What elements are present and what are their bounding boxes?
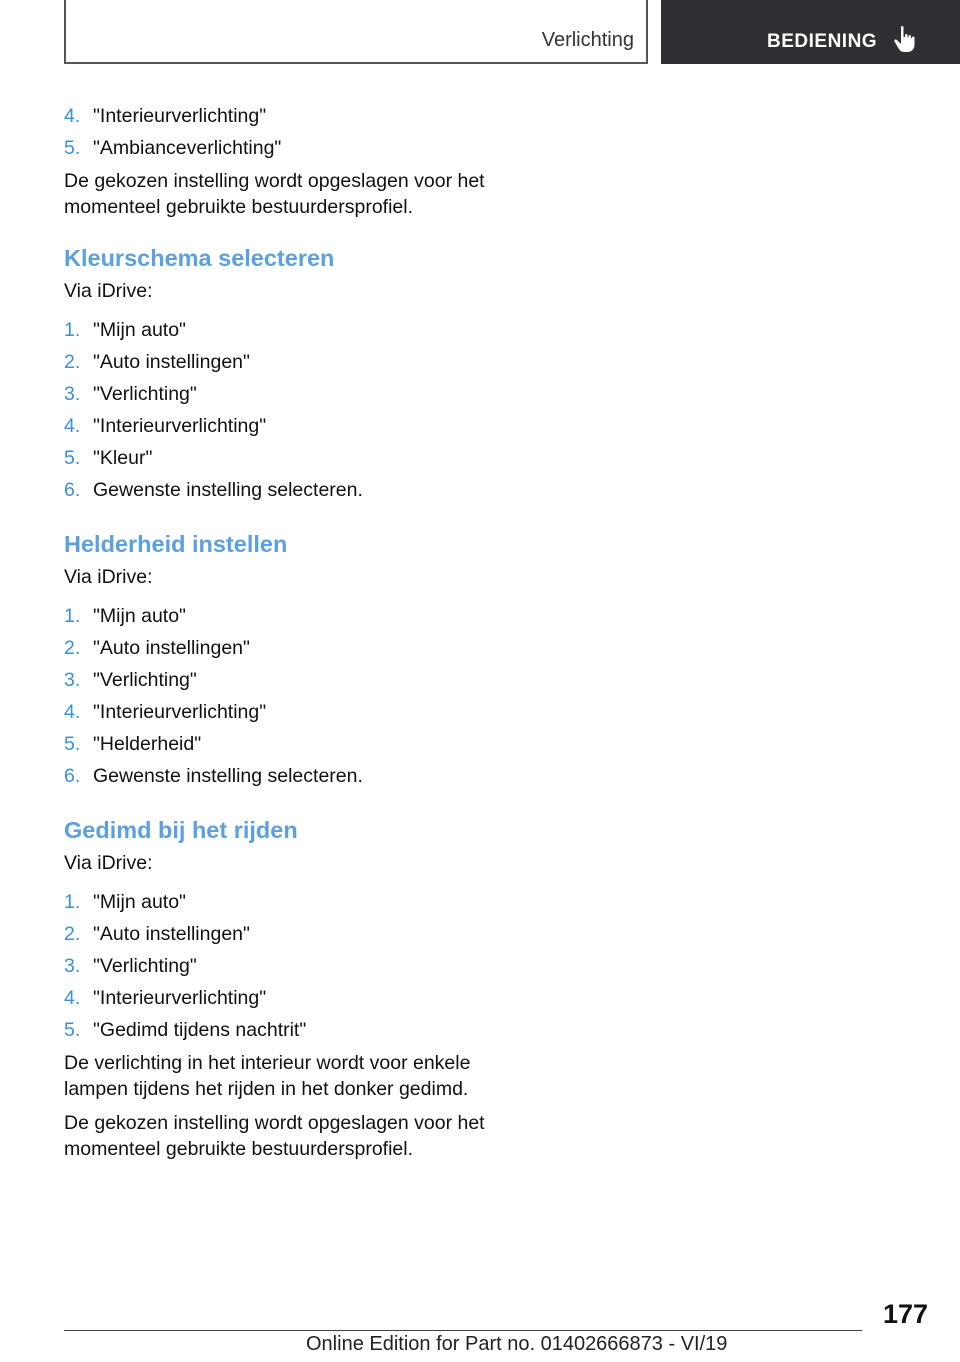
list-item-number: 1. xyxy=(64,605,81,627)
list-item xyxy=(64,696,504,728)
section-heading: Helderheid instellen xyxy=(64,531,288,557)
list-item-text: "Mijn auto" xyxy=(93,605,186,627)
list-item xyxy=(64,664,504,696)
list-item xyxy=(64,760,504,792)
list-item-text: "Interieurverlichting" xyxy=(93,415,267,437)
header-section-box xyxy=(64,0,648,64)
footer-divider xyxy=(64,1330,862,1331)
list-item xyxy=(64,600,504,632)
list-item-number: 2. xyxy=(64,637,81,659)
list-item xyxy=(64,378,504,410)
list-item xyxy=(64,346,504,378)
section-via-label: Via iDrive: xyxy=(64,852,153,874)
intro-list xyxy=(64,100,504,164)
list-item-number: 5. xyxy=(64,1019,81,1041)
list-item xyxy=(64,410,504,442)
list-item-text: "Auto instellingen" xyxy=(93,923,250,945)
list-item-text: "Mijn auto" xyxy=(93,891,186,913)
list-item xyxy=(64,442,504,474)
list-item-number: 1. xyxy=(64,891,81,913)
list-item xyxy=(64,918,504,950)
page-content xyxy=(64,100,504,1162)
list-item-number: 5. xyxy=(64,137,81,159)
list-item-number: 3. xyxy=(64,669,81,691)
list-item xyxy=(64,100,504,132)
list-item-number: 4. xyxy=(64,105,81,127)
list-item-text: "Verlichting" xyxy=(93,383,197,405)
list-item-text: "Interieurverlichting" xyxy=(93,701,267,723)
intro-note: De gekozen instelling wordt opgeslagen voor het momenteel gebruikte bestuurdersprofiel. xyxy=(64,170,485,218)
section-via-label: Via iDrive: xyxy=(64,566,153,588)
page-number: 177 xyxy=(882,1299,928,1329)
list-item xyxy=(64,982,504,1014)
list-item-text: "Verlichting" xyxy=(93,669,197,691)
section-heading: Kleurschema selecteren xyxy=(64,245,335,271)
list-item xyxy=(64,728,504,760)
list-item xyxy=(64,132,504,164)
list-item-number: 2. xyxy=(64,351,81,373)
section-steps xyxy=(64,314,504,506)
list-item-number: 5. xyxy=(64,447,81,469)
section-note: De verlichting in het interieur wordt voor enkele lampen tijdens het rijden in het donker gedimd. xyxy=(64,1052,471,1100)
header-section-title: Verlichting xyxy=(541,29,634,51)
list-item-text: "Verlichting" xyxy=(93,955,197,977)
header-chapter-tab xyxy=(661,0,960,64)
list-item-text: "Helderheid" xyxy=(93,733,202,755)
list-item-text: "Interieurverlichting" xyxy=(93,105,267,127)
list-item-text: "Kleur" xyxy=(93,447,153,469)
header-chapter-title: BEDIENING xyxy=(767,31,878,52)
list-item xyxy=(64,950,504,982)
pointing-hand-icon xyxy=(893,25,917,53)
list-item-text: "Interieurverlichting" xyxy=(93,987,267,1009)
list-item-text: "Auto instellingen" xyxy=(93,351,250,373)
list-item-number: 6. xyxy=(64,479,81,501)
section-heading: Gedimd bij het rijden xyxy=(64,817,298,843)
list-item-number: 4. xyxy=(64,701,81,723)
list-item xyxy=(64,886,504,918)
list-item-text: Gewenste instelling selecteren. xyxy=(93,765,363,787)
list-item-text: "Gedimd tijdens nachtrit" xyxy=(93,1019,307,1041)
list-item xyxy=(64,474,504,506)
list-item xyxy=(64,314,504,346)
list-item-text: "Mijn auto" xyxy=(93,319,186,341)
list-item-number: 3. xyxy=(64,955,81,977)
section-note: De gekozen instelling wordt opgeslagen voor het momenteel gebruikte bestuurdersprofiel. xyxy=(64,1112,485,1160)
footer-edition: Online Edition for Part no. 01402666873 - VI/19 xyxy=(306,1333,728,1355)
list-item-number: 5. xyxy=(64,733,81,755)
list-item xyxy=(64,1014,504,1046)
list-item-number: 4. xyxy=(64,987,81,1009)
section-steps xyxy=(64,600,504,792)
list-item-number: 2. xyxy=(64,923,81,945)
list-item-number: 3. xyxy=(64,383,81,405)
list-item xyxy=(64,632,504,664)
list-item-text: Gewenste instelling selecteren. xyxy=(93,479,363,501)
list-item-number: 1. xyxy=(64,319,81,341)
section-via-label: Via iDrive: xyxy=(64,280,153,302)
list-item-text: "Ambianceverlichting" xyxy=(93,137,282,159)
list-item-number: 4. xyxy=(64,415,81,437)
list-item-text: "Auto instellingen" xyxy=(93,637,250,659)
section-steps xyxy=(64,886,504,1046)
list-item-number: 6. xyxy=(64,765,81,787)
